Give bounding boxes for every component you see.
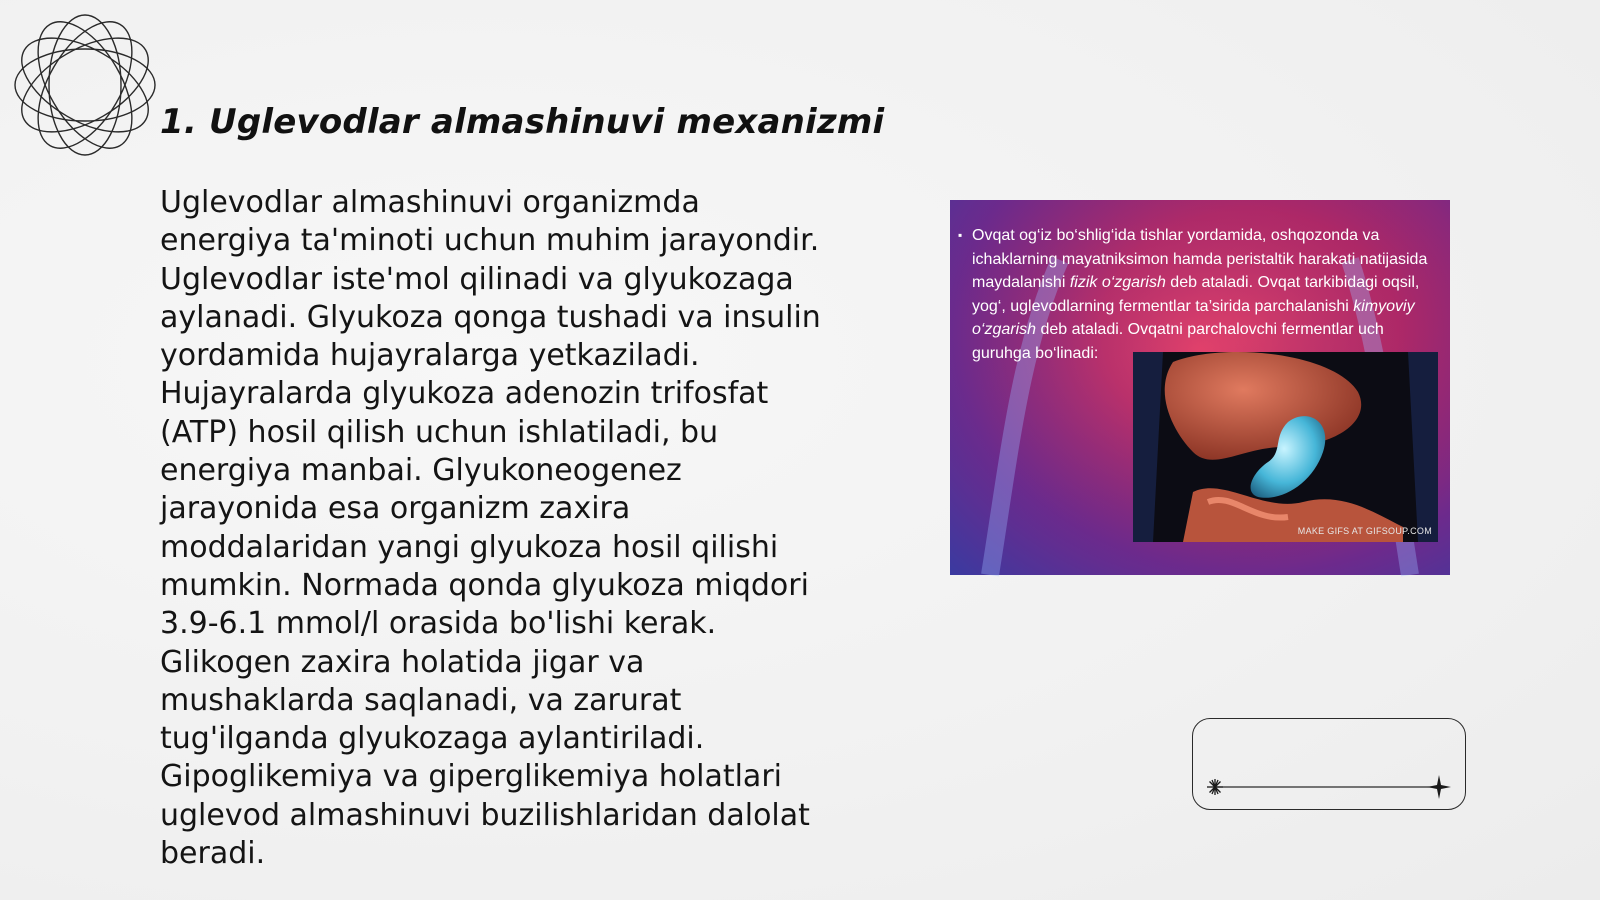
decorative-timeline-box (1192, 718, 1466, 810)
orbit-rings-icon (10, 10, 160, 160)
stomach-organ-illustration (1133, 352, 1438, 542)
stomach-animation-frame (1133, 352, 1438, 542)
sparkle-icon (1427, 775, 1451, 799)
timeline-line (1193, 719, 1465, 809)
gif-watermark: MAKE GIFS AT GIFSOUP.COM (1297, 526, 1432, 536)
starburst-icon (1207, 779, 1223, 795)
embedded-digestion-image (950, 200, 1450, 575)
slide-body-text: Uglevodlar almashinuvi organizmda energiya ta'minoti uchun muhim jarayondir. Uglevodlar iste'mol qilinadi va glyukozaga aylanadi. Glyukoza qonga tushadi va insulin yordamida hujayralarga yetkaziladi. Hujayralarda glyukoza adenozin trifosfat (ATP) hosil qilish uchun ishlatiladi, bu energiya manbai. Glyukoneogenez jarayonida esa organizm zaxira moddalaridan yangi glyukoza hosil qilishi mumkin. Normada qonda glyukoza miqdori 3.9-6.1 mmol/l orasida bo'lishi kerak. Glikogen zaxira holatida jigar va mushaklarda saqlanadi, va zarurat tug'ilganda glyukozaga aylantiriladi. Gipoglikemiya va giperglikemiya holatlari uglevod almashinuvi buzilishlaridan dalolat beradi. (160, 185, 821, 872)
bullet-icon: ▪ (958, 228, 963, 242)
slide-title: 1. Uglevodlar almashinuvi mexanizmi (160, 102, 885, 142)
embedded-slide-text: ▪ Ovqat og‘iz bo‘shlig‘ida tishlar yordamida, oshqozonda va ichaklarning mayatniksimon hamda peristaltik harakati natijasida maydalanishi fizik o‘zgarish deb ataladi. Ovqat tarkibidagi oqsil, yog‘, uglevodlarning fermentlar ta’sirida parchalanishi kimyoviy o‘zgarish deb ataladi. Ovqatni parchalovchi fermentlar uch guruhga bo‘linadi: (972, 224, 1440, 365)
